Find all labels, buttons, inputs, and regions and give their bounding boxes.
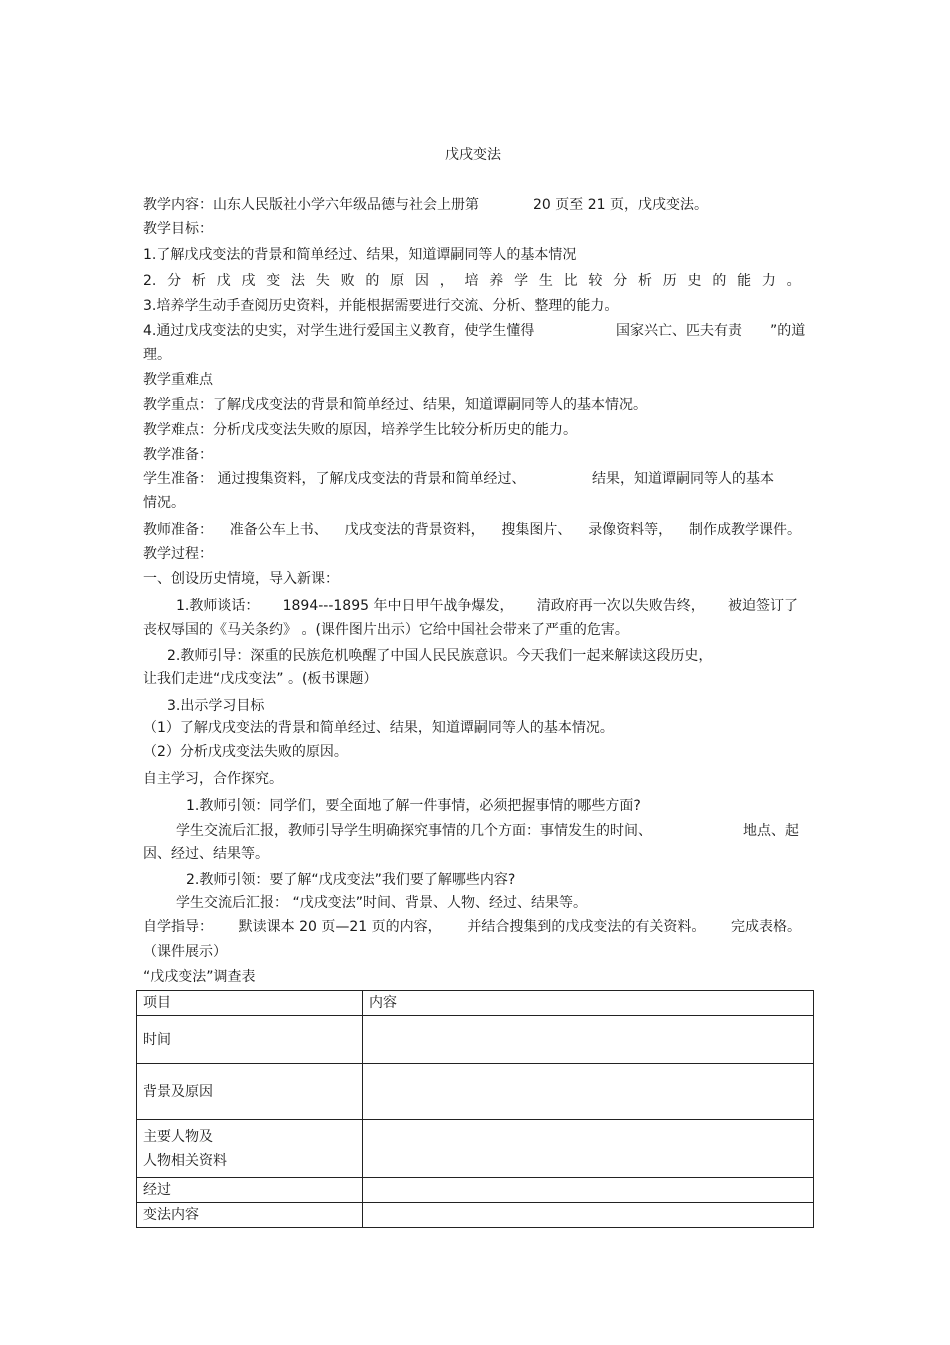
table-row	[137, 1203, 814, 1228]
courseware-note: （课件展示）	[143, 944, 227, 960]
teaching-content-a: 教学内容：山东人民版社小学六年级品德与社会上册第	[143, 197, 479, 213]
goal-2-char: 历	[662, 273, 677, 289]
goal-4-b: 国家兴亡、匹夫有责	[616, 323, 742, 339]
table-header-row	[137, 991, 814, 1016]
row-content	[363, 1120, 814, 1178]
row-label	[137, 1120, 363, 1178]
row-label: 变法内容	[137, 1203, 363, 1228]
row-label: 经过	[137, 1178, 363, 1203]
goal-4-a: 4.通过戊戌变法的史实，对学生进行爱国主义教育，使学生懂得	[143, 323, 535, 339]
goal-2-char: 因	[414, 273, 429, 289]
goal-2-char: 原	[390, 273, 405, 289]
teacher-prep	[143, 521, 801, 539]
row-content	[363, 1203, 814, 1228]
teaching-content	[143, 196, 708, 214]
goal-2-char: 史	[687, 273, 702, 289]
answer-1-b: 地点、起	[743, 823, 799, 839]
para-2-a: 2.教师引导：深重的民族危机唤醒了中国人民民族意识。今天我们一起来解读这段历史，	[167, 648, 713, 664]
goal-2-char: 的	[365, 273, 380, 289]
question-1: 1.教师引领：同学们，要全面地了解一件事情，必须把握事情的哪些方面?	[186, 798, 641, 814]
goal-2-char: 养	[489, 273, 504, 289]
goal-2-char: 。	[786, 273, 801, 289]
para-1-b: 丧权辱国的《马关条约》 。(课件图片出示）它给中国社会带来了严重的危害。	[143, 622, 629, 638]
goal-2-char: 分	[167, 273, 182, 289]
goal-2-char: 戌	[241, 273, 256, 289]
goal-2-char: 析	[637, 273, 652, 289]
table-row	[137, 1120, 814, 1178]
row-content	[363, 1016, 814, 1064]
guide-part: 自学指导：	[143, 919, 213, 935]
table-caption: “戊戌变法”调查表	[143, 969, 256, 985]
prep-heading: 教学准备：	[143, 447, 213, 463]
goal-2-char: 戊	[216, 273, 231, 289]
row-label-line-2: 人物相关资料	[143, 1152, 227, 1169]
answer-1-c: 因、经过、结果等。	[143, 846, 269, 862]
teaching-content-b: 20 页至 21 页，戊戌变法。	[533, 197, 708, 213]
header-content: 内容	[363, 991, 814, 1016]
goal-2-char: 变	[266, 273, 281, 289]
goal-2-char: 学	[514, 273, 529, 289]
goal-2-char: 析	[191, 273, 206, 289]
process-heading: 教学过程：	[143, 546, 213, 562]
goal-1: 1.了解戊戌变法的背景和简单经过、结果，知道谭嗣同等人的基本情况	[143, 247, 577, 263]
goal-2-char: 能	[737, 273, 752, 289]
teacher-prep-part: 教师准备：	[143, 522, 213, 538]
goal-2-char: 法	[291, 273, 306, 289]
objective-2: （2）分析戊戌变法失败的原因。	[143, 744, 348, 760]
goal-2-char: 失	[315, 273, 330, 289]
student-prep-b: 结果，知道谭嗣同等人的基本	[592, 471, 774, 487]
para-1-a	[176, 597, 798, 615]
self-study-guide	[143, 918, 801, 936]
row-content	[363, 1178, 814, 1203]
goal-2-char: 比	[563, 273, 578, 289]
student-prep-a: 学生准备： 通过搜集资料，了解戊戌变法的背景和简单经过、	[143, 471, 526, 487]
row-label: 背景及原因	[137, 1064, 363, 1120]
para-2-b: 让我们走进“戊戌变法” 。(板书课题）	[143, 671, 378, 687]
goals-heading: 教学目标：	[143, 221, 213, 237]
guide-part: 并结合搜集到的戊戌变法的有关资料。	[467, 919, 706, 935]
row-label: 时间	[137, 1016, 363, 1064]
table-row	[137, 1064, 814, 1120]
para-3: 3.出示学习目标	[167, 698, 265, 714]
self-study: 自主学习，合作探究。	[143, 771, 283, 787]
row-content	[363, 1064, 814, 1120]
goal-2-char: ，	[439, 273, 454, 289]
question-2: 2.教师引领：要了解“戊戌变法”我们要了解哪些内容?	[186, 872, 516, 888]
para-1-part: 清政府再一次以失败告终，	[536, 598, 705, 614]
goal-2-char: 败	[340, 273, 355, 289]
teacher-prep-part: 录像资料等，	[588, 522, 673, 538]
para-1-part: 1894---1895 年中日甲午战争爆发，	[282, 598, 514, 614]
teacher-prep-part: 准备公车上书、	[229, 522, 328, 538]
goal-2-char: 的	[712, 273, 727, 289]
table-row	[137, 1016, 814, 1064]
student-prep-c: 情况。	[143, 495, 185, 511]
teacher-prep-part: 制作成教学课件。	[688, 522, 801, 538]
para-1-part: 被迫签订了	[727, 598, 798, 614]
teacher-prep-part: 戊戌变法的背景资料，	[344, 522, 485, 538]
goal-2-char: 较	[588, 273, 603, 289]
goal-4-c: ”的道	[770, 323, 806, 339]
guide-part: 默读课本 20 页—21 页的内容，	[238, 919, 442, 935]
key-heading: 教学重难点	[143, 372, 213, 388]
goal-2	[143, 272, 801, 290]
goal-4-d: 理。	[143, 347, 171, 363]
guide-part: 完成表格。	[731, 919, 801, 935]
goal-3: 3.培养学生动手查阅历史资料，并能根据需要进行交流、分析、整理的能力。	[143, 298, 619, 314]
answer-2: 学生交流后汇报： “戊戌变法”时间、背景、人物、经过、结果等。	[176, 895, 587, 911]
table-row	[137, 1178, 814, 1203]
goal-2-char: 培	[464, 273, 479, 289]
goal-2-char: 2.	[143, 273, 157, 289]
goal-2-char: 分	[613, 273, 628, 289]
difficult-point: 教学难点：分析戊戌变法失败的原因，培养学生比较分析历史的能力。	[143, 422, 577, 438]
answer-1-a: 学生交流后汇报，教师引导学生明确探究事情的几个方面：事情发生的时间、	[176, 823, 652, 839]
goal-2-char: 生	[538, 273, 553, 289]
goal-2-char: 力	[761, 273, 776, 289]
key-point: 教学重点：了解戊戌变法的背景和简单经过、结果，知道谭嗣同等人的基本情况。	[143, 397, 647, 413]
header-item: 项目	[137, 991, 363, 1016]
teacher-prep-part: 搜集图片、	[501, 522, 572, 538]
page-title: 戊戌变法	[445, 147, 501, 163]
para-1-part: 1.教师谈话：	[176, 598, 260, 614]
survey-table	[136, 990, 814, 1228]
objective-1: （1）了解戊戌变法的背景和简单经过、结果，知道谭嗣同等人的基本情况。	[143, 720, 614, 736]
section-1: 一、创设历史情境，导入新课：	[143, 571, 339, 587]
row-label-line-1: 主要人物及	[143, 1128, 213, 1145]
